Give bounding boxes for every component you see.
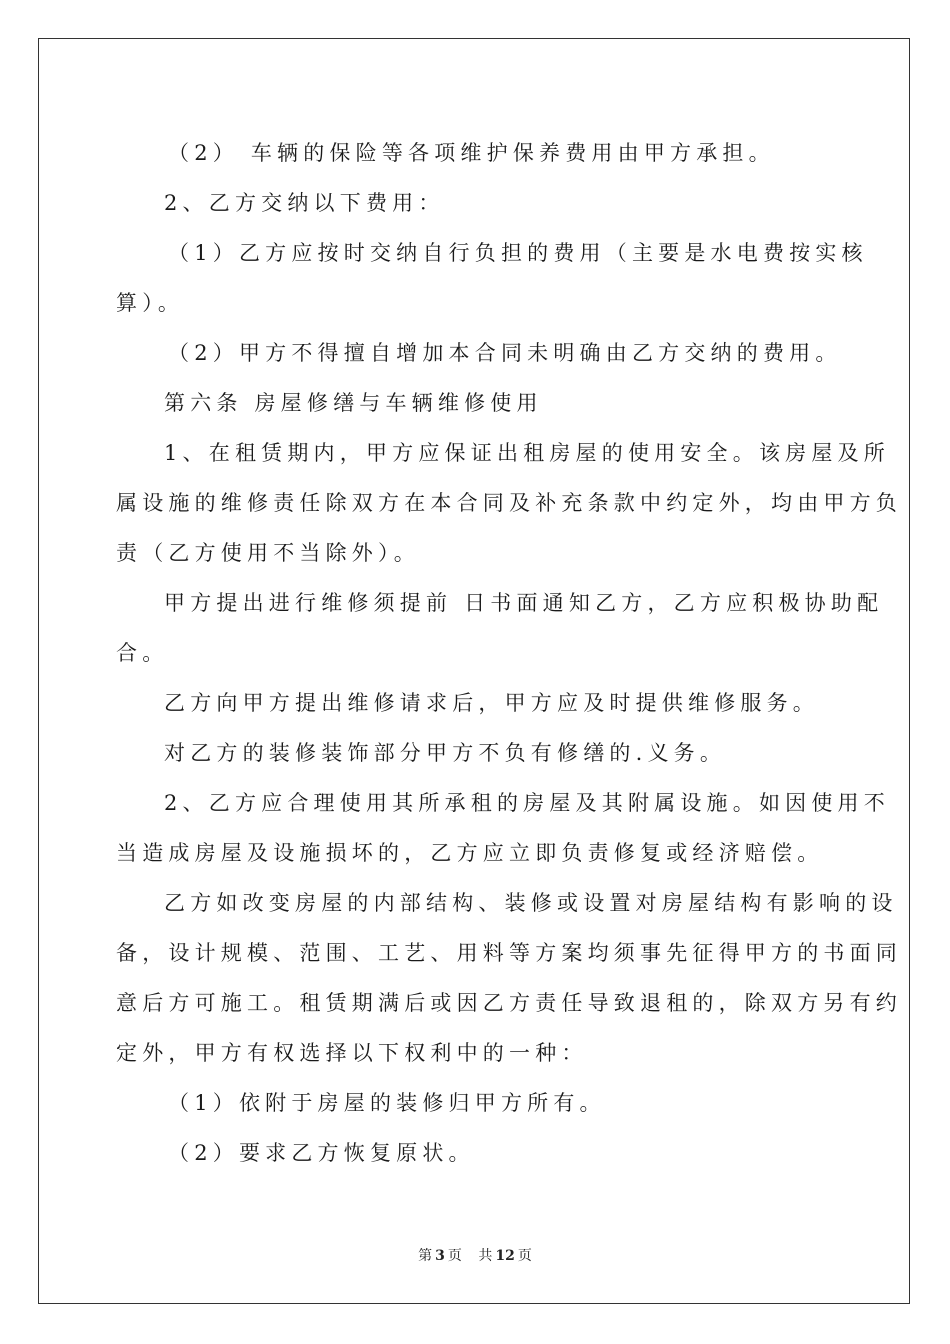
paragraph-line: 合。 — [116, 641, 169, 665]
paragraph-line: 当造成房屋及设施损坏的，乙方应立即负责修复或经济赔偿。 — [116, 841, 824, 865]
paragraph-line: （2） 车辆的保险等各项维护保养费用由甲方承担。 — [168, 141, 775, 165]
paragraph-line: 定外，甲方有权选择以下权利中的一种： — [116, 1041, 588, 1065]
paragraph-line: 甲方提出进行维修须提前 日书面通知乙方，乙方应积极协助配 — [164, 591, 884, 615]
page-indicator — [415, 1248, 465, 1264]
paragraph-line: （1）依附于房屋的装修归甲方所有。 — [168, 1091, 606, 1115]
paragraph-line: 属设施的维修责任除双方在本合同及补充条款中约定外，均由甲方负 — [116, 491, 902, 515]
total-prefix: 共 — [478, 1248, 493, 1264]
paragraph-line: 备，设计规模、范围、工艺、用料等方案均须事先征得甲方的书面同 — [116, 941, 902, 965]
total-pages: 12 — [495, 1248, 515, 1264]
paragraph-line: 对乙方的装修装饰部分甲方不负有修缮的.义务。 — [164, 741, 727, 765]
paragraph-line: （2）要求乙方恢复原状。 — [168, 1141, 475, 1165]
page-prefix: 第 — [418, 1248, 433, 1264]
total-suffix: 页 — [517, 1248, 532, 1264]
document-body — [116, 128, 902, 1178]
page-number: 3 — [435, 1248, 445, 1264]
paragraph-line: （1）乙方应按时交纳自行负担的费用（主要是水电费按实核 — [168, 241, 868, 265]
paragraph-line: 责（乙方使用不当除外）。 — [116, 541, 420, 565]
paragraph-line: 算）。 — [116, 291, 185, 315]
section-heading: 第六条 房屋修缮与车辆维修使用 — [164, 391, 543, 415]
paragraph-line: 2、乙方应合理使用其所承租的房屋及其附属设施。如因使用不 — [164, 791, 890, 815]
paragraph-line: （2）甲方不得擅自增加本合同未明确由乙方交纳的费用。 — [168, 341, 842, 365]
page-footer — [0, 1245, 950, 1265]
paragraph-line: 意后方可施工。租赁期满后或因乙方责任导致退租的，除双方另有约 — [116, 991, 902, 1015]
paragraph-line: 2、乙方交纳以下费用： — [164, 191, 445, 215]
paragraph-line: 乙方如改变房屋的内部结构、装修或设置对房屋结构有影响的设 — [164, 891, 898, 915]
paragraph-line: 乙方向甲方提出维修请求后，甲方应及时提供维修服务。 — [164, 691, 819, 715]
total-indicator — [475, 1248, 534, 1264]
paragraph-line: 1、在租赁期内，甲方应保证出租房屋的使用安全。该房屋及所 — [164, 441, 890, 465]
page-suffix: 页 — [447, 1248, 462, 1264]
